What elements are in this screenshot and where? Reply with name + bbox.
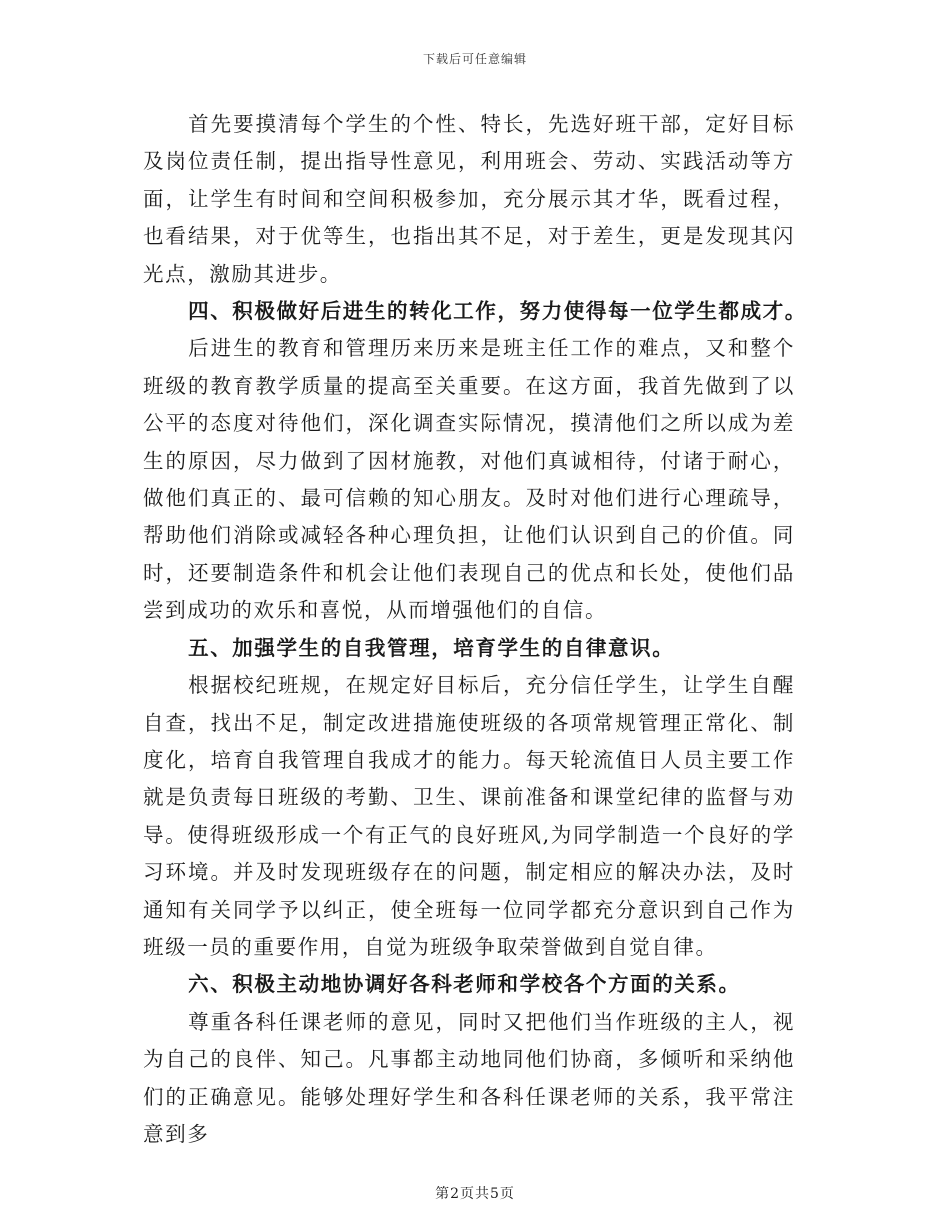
section-heading-6: 六、积极主动地协调好各科老师和学校各个方面的关系。 [188,972,741,997]
paragraph-section-4: 后进生的教育和管理历来历来是班主任工作的难点，又和整个班级的教育教学质量的提高至关重要。在这方面，我首先做到了以公平的态度对待他们，深化调查实际情况，摸清他们之所以成为差生的原因，尽力做到了因材施教，对他们真诚相待，付诸于耐心，做他们真正的、最可信赖的知心朋友。及时对他们进行心理疏导，帮助他们消除或减轻各种心理负担，让他们认识到自己的价值。同时，还要制造条件和机会让他们表现自己的优点和长处，使他们品尝到成功的欢乐和喜悦，从而增强他们的自信。 [143,336,795,623]
paragraph-section-5: 根据校纪班规，在规定好目标后，充分信任学生，让学生自醒自查，找出不足，制定改进措施使班级的各项常规管理正常化、制度化，培育自我管理自我成才的能力。每天轮流值日人员主要工作就是负责每日班级的考勤、卫生、课前准备和课堂纪律的监督与劝导。使得班级形成一个有正气的良好班风,为同学制造一个良好的学习环境。并及时发现班级存在的问题，制定相应的解决办法，及时通知有关同学予以纠正，使全班每一位同学都充分意识到自己作为班级一员的重要作用，自觉为班级争取荣誉做到自觉自律。 [143,673,795,959]
paragraph-section-6: 尊重各科任课老师的意见，同时又把他们当作班级的主人，视为自己的良伴、知己。凡事都主动地同他们协商，多倾听和采纳他们的正确意见。能够处理好学生和各科任课老师的关系，我平常注意到多 [143,1009,795,1146]
paragraph-intro: 首先要摸清每个学生的个性、特长，先选好班干部，定好目标及岗位责任制，提出指导性意见，利用班会、劳动、实践活动等方面，让学生有时间和空间积极参加，充分展示其才华，既看过程，也看结果，对于优等生，也指出其不足，对于差生，更是发现其闪光点，激励其进步。 [143,112,795,286]
page-header-note: 下载后可任意编辑 [422,52,527,66]
page-number-footer: 第2页共5页 [435,1186,515,1202]
section-heading-5: 五、加强学生的自我管理，培育学生的自律意识。 [188,635,675,660]
section-heading-4: 四、积极做好后进生的转化工作，努力使得每一位学生都成才。 [188,299,807,324]
document-body [143,106,807,1153]
